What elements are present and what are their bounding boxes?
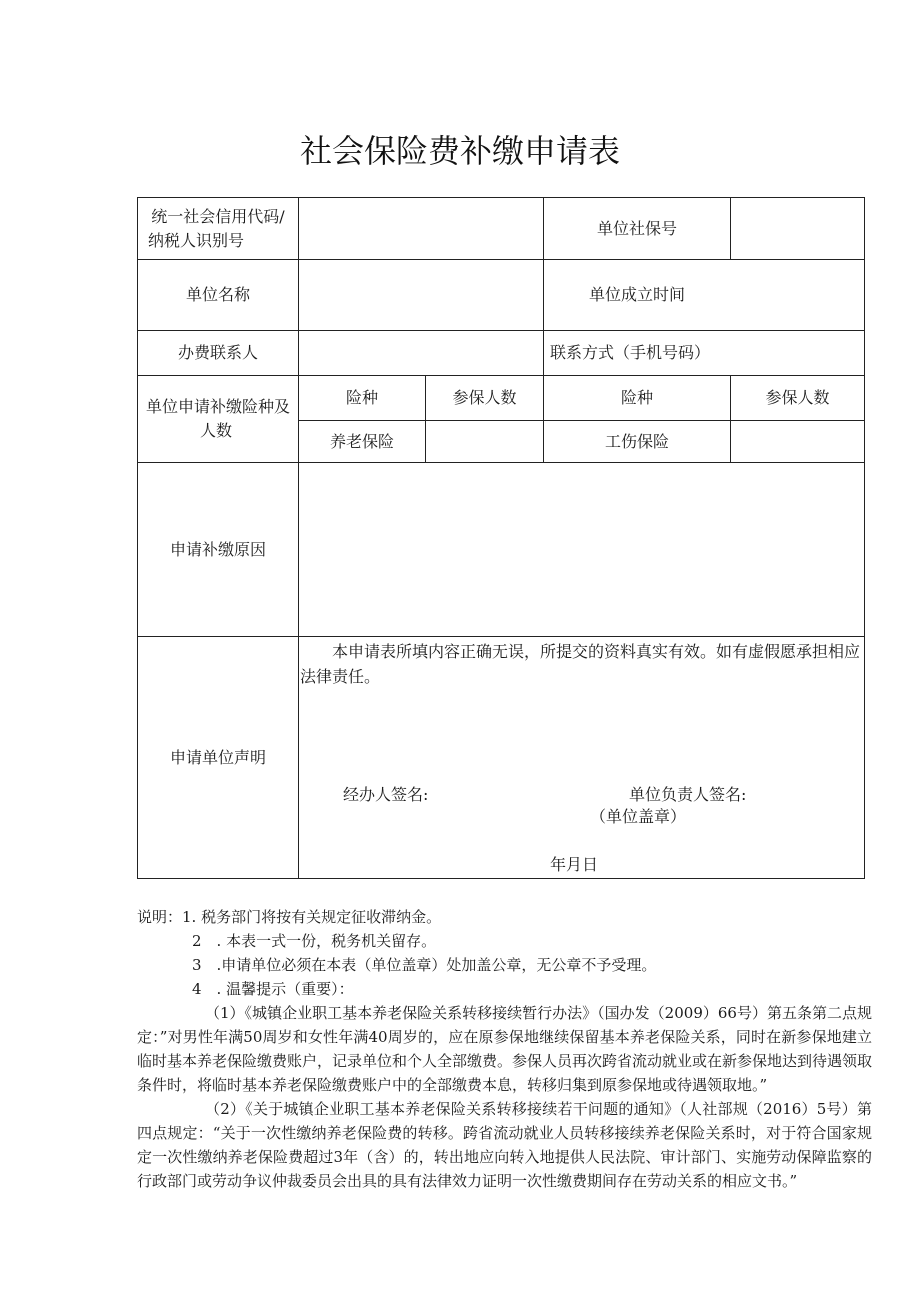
- note-4: 4 . 温馨提示（重要）：: [192, 980, 354, 998]
- declaration-label: 申请单位声明: [169, 747, 266, 767]
- credit-code-label: [138, 198, 298, 259]
- injury-insurance-label: 工伤保险: [604, 431, 669, 451]
- credit-code-field[interactable]: [299, 198, 543, 259]
- note-3: 3 .申请单位必须在本表（单位盖章）处加盖公章，无公章不予受理。: [192, 956, 657, 974]
- social-security-no-label: 单位社保号: [596, 218, 677, 238]
- insurance-type-header: 险种: [620, 388, 653, 407]
- unit-name-field[interactable]: [299, 260, 543, 330]
- unit-seal: （单位盖章）: [590, 807, 687, 826]
- insurance-section-label: [138, 376, 298, 462]
- leader-signature: 单位负责人签名:: [629, 785, 747, 804]
- note-1: 说明：1. 税务部门将按有关规定征收滞纳金。: [137, 908, 442, 926]
- credit-code-label-line2: 纳税人识别号: [148, 230, 245, 250]
- insurance-section-label-line1: 单位申请补缴险种及: [145, 397, 290, 416]
- reason-field[interactable]: [299, 463, 864, 636]
- declaration-text: 本申请表所填内容正确无误，所提交的资料真实有效。如有虚假愿承担相应法律责任。: [300, 642, 861, 686]
- insurance-type-header: 险种: [345, 388, 378, 407]
- page-title: 社会保险费补缴申请表: [299, 132, 620, 170]
- contact-person-field[interactable]: [299, 331, 543, 375]
- insured-count-header: 参保人数: [765, 388, 830, 407]
- pension-insurance-label: 养老保险: [329, 431, 394, 451]
- insurance-section-label-line2: 人数: [200, 421, 233, 440]
- application-form: [137, 197, 865, 879]
- pension-count-field[interactable]: [426, 421, 543, 462]
- handler-signature: 经办人签名:: [343, 785, 429, 804]
- injury-count-field[interactable]: [731, 421, 864, 462]
- note-2: 2 . 本表一式一份，税务机关留存。: [192, 932, 437, 950]
- reason-label: 申请补缴原因: [169, 539, 266, 559]
- insured-count-header: 参保人数: [452, 388, 517, 407]
- sign-date: 年月日: [550, 855, 599, 874]
- credit-code-label-line1: 统一社会信用代码/: [151, 206, 285, 226]
- note-paragraph-1: （1）《城镇企业职工基本养老保险关系转移接续暂行办法》（国办发（2009）66号）第五条第二点规定：”对男性年满50周岁和女性年满40周岁的，应在原参保地继续保留基本养老保险关系，同时在新参保地建立临时基本养老保险缴费账户，记录单位和个人全部缴费。参保人员再次跨省流动就业或在新参保地达到待遇领取条件时，将临时基本养老保险缴费账户中的全部缴费本息，转移归集到原参保地或待遇领取地。”: [137, 1004, 873, 1094]
- founding-date-field[interactable]: [731, 260, 864, 330]
- unit-name-label: 单位名称: [185, 285, 250, 304]
- contact-person-label: 办费联系人: [177, 343, 258, 362]
- founding-date-label: 单位成立时间: [588, 285, 685, 304]
- phone-label: 联系方式（手机号码）: [550, 343, 711, 362]
- note-paragraph-2: （2）《关于城镇企业职工基本养老保险关系转移接续若干问题的通知》（人社部规（2016）5号）第四点规定：“关于一次性缴纳养老保险费的转移。跨省流动就业人员转移接续养老保险关系时，对于符合国家规定一次性缴纳养老保险费超过3年（含）的，转出地应向转入地提供人民法院、审计部门、实施劳动保障监察的行政部门或劳动争议仲裁委员会出具的具有法律效力证明一次性缴费期间存在劳动关系的相应文书。”: [137, 1100, 872, 1190]
- social-security-no-field[interactable]: [731, 198, 864, 259]
